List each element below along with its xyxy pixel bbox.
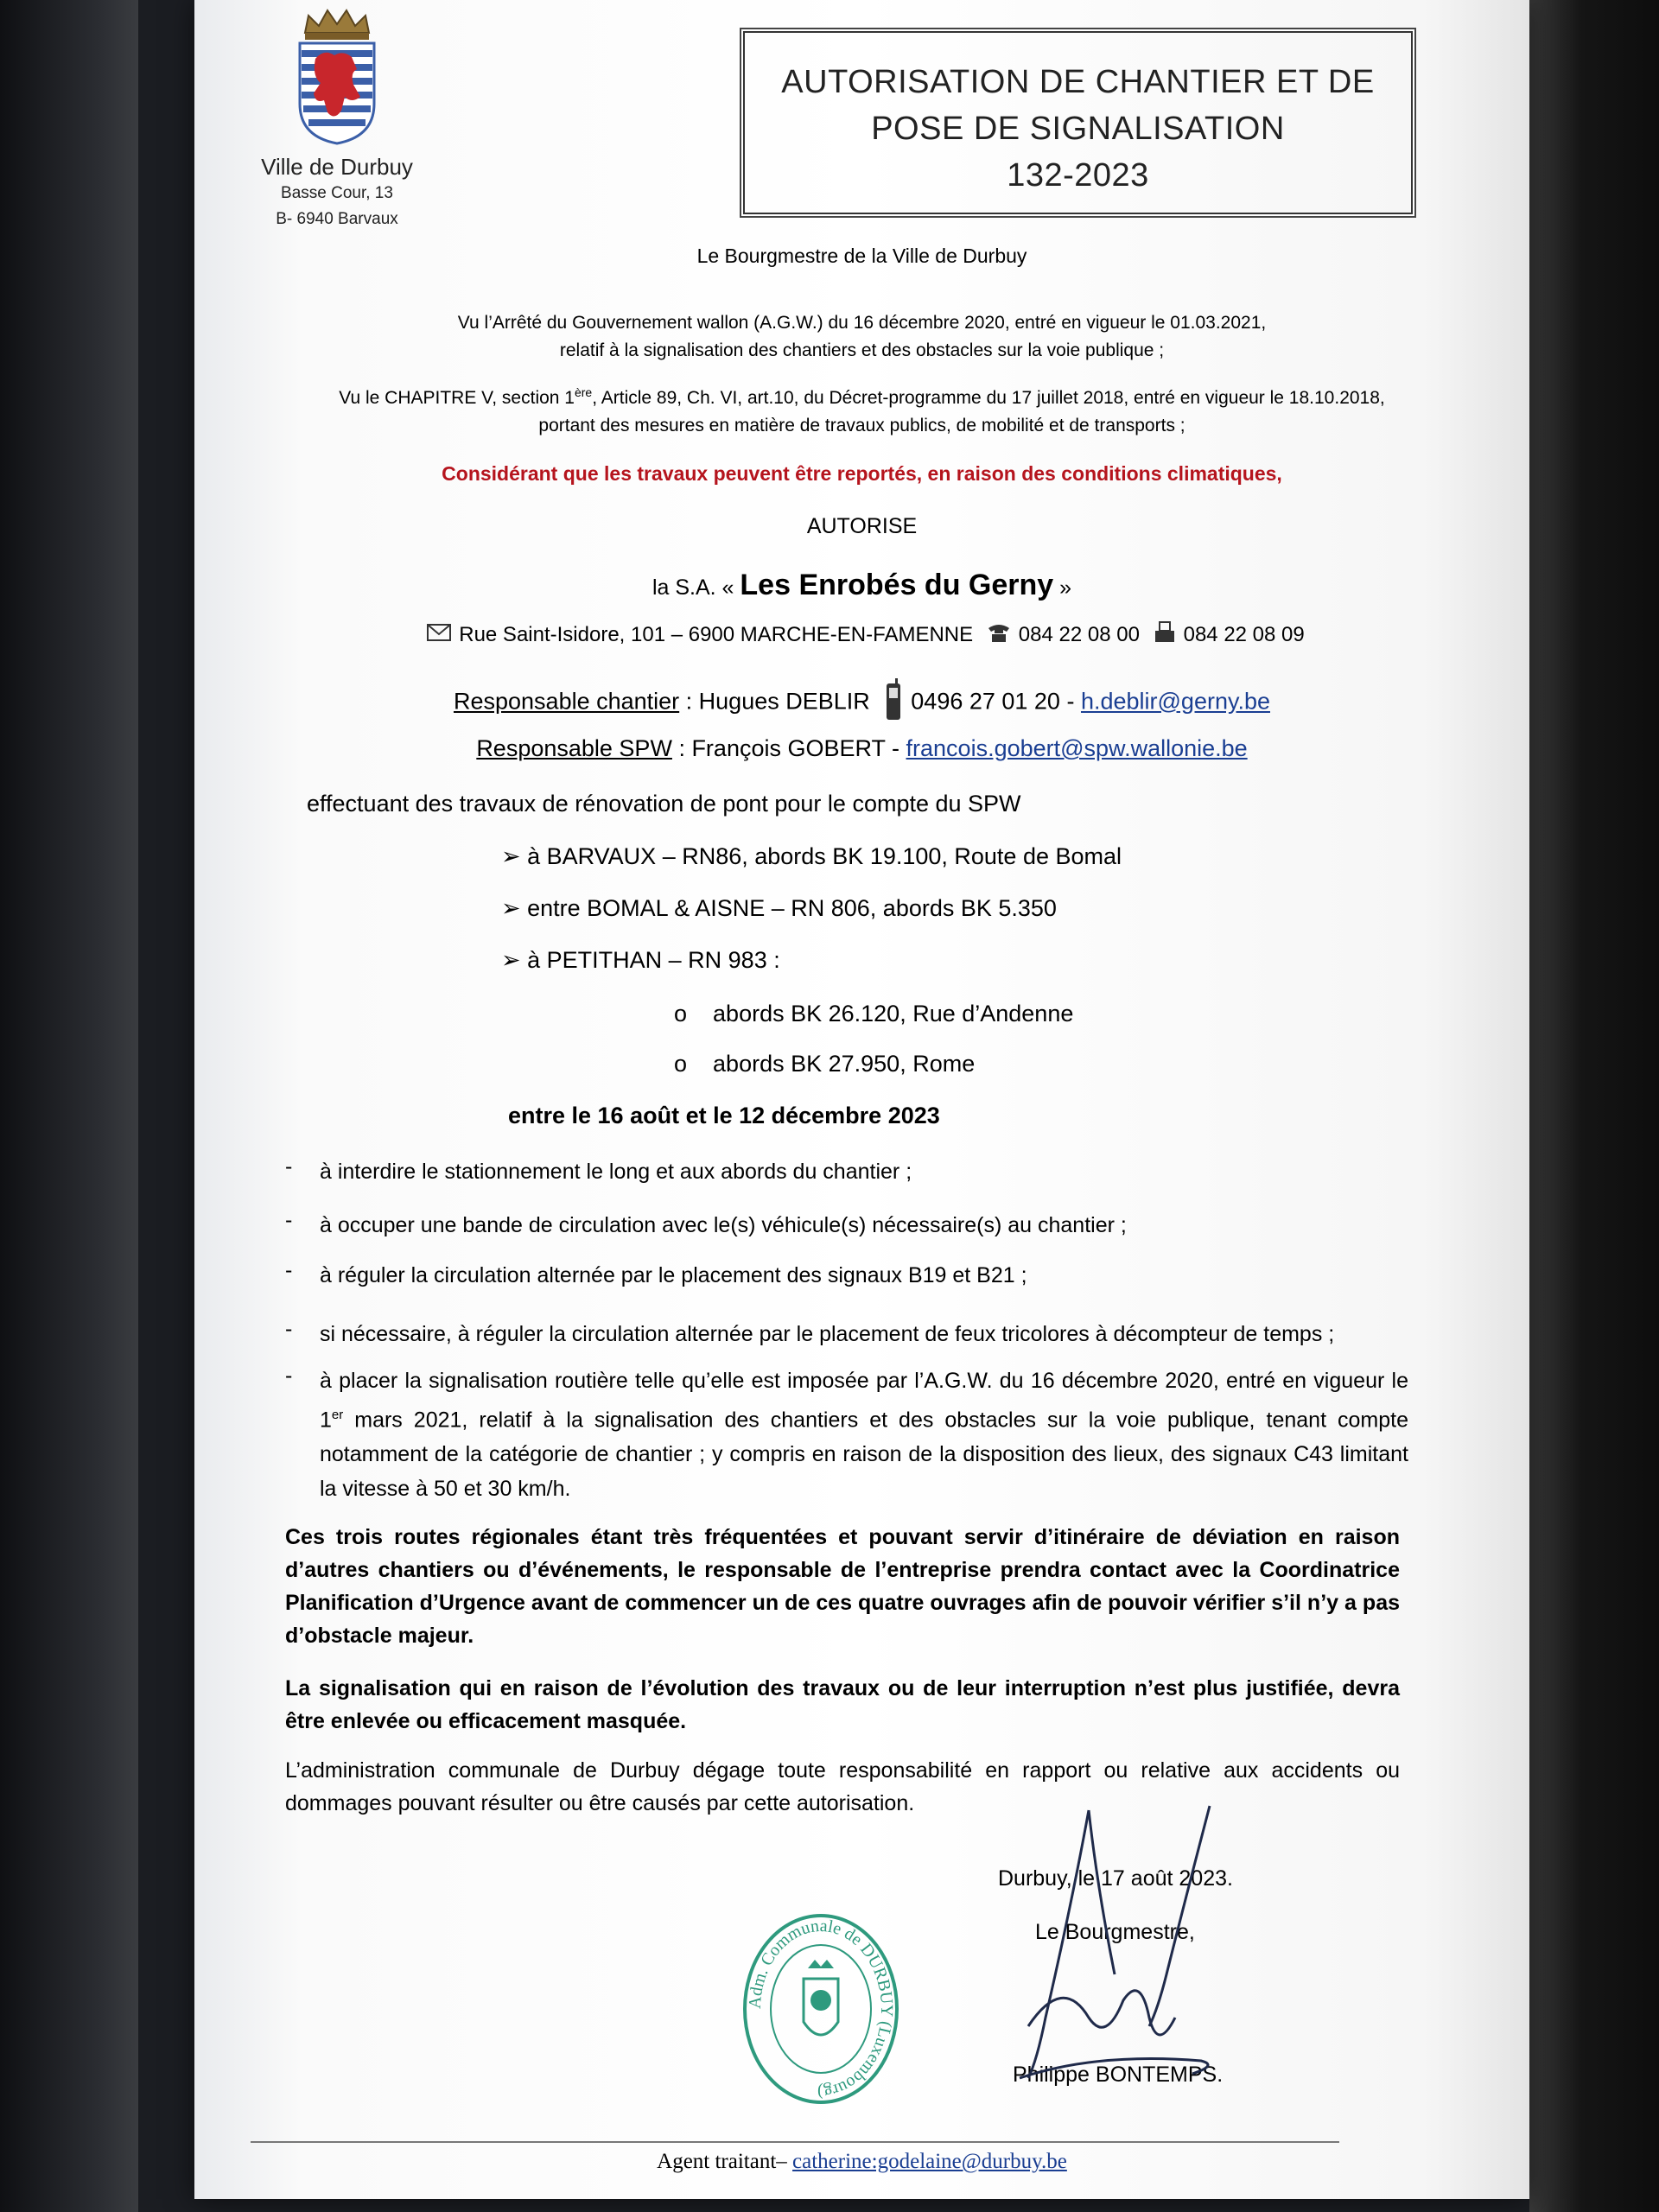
footer-agent-email-link[interactable]: catherine:godelaine@durbuy.be [792,2150,1067,2173]
responsable-chantier-email-link[interactable]: h.deblir@gerny.be [1080,688,1271,715]
authorization-item-4-text: si nécessaire, à réguler la circulation alternée par le placement de feux tricolores à décompteur de temps ; [320,1322,1335,1346]
dash-bullet: - [285,1317,293,1341]
title-line2: POSE DE SIGNALISATION [871,111,1285,147]
sub-location-1 [674,1001,1073,1027]
location-item-2 [501,895,1057,922]
footer-divider [251,2141,1339,2143]
photo-frame-right [1529,0,1659,2212]
town-address-line2: B- 6940 Barvaux [276,210,398,228]
sub-location-2-text: abords BK 27.950, Rome [713,1051,976,1077]
location-item-1 [501,843,1122,870]
paragraph-coordination: Ces trois routes régionales étant très fréquentées et pouvant servir d’itinéraire de déviation en raison d’autres chantiers ou d’événements, le responsable de l’entreprise prendra contact avec la Coordinatrice Planification d’Urgence avant de commencer un de ces quatre ouvrages afin de pouvoir vérifier s’il n’y a pas d’obstacle majeur. [285,1525,1400,1648]
legal-basis-1-line1: Vu l’Arrêté du Gouvernement wallon (A.G.W.) du 16 décembre 2020, entré en vigueur le 01.03.2021, [457,313,1267,333]
authorization-item-5-text [320,1363,1408,1506]
fax-icon [1153,620,1177,651]
document-title-box [743,31,1413,214]
sub-location-1-text: abords BK 26.120, Rue d’Andenne [713,1001,1074,1027]
dash-bullet: - [285,1258,293,1282]
legal-basis-2-part-b: , Article 89, Ch. VI, art.10, du Décret-programme du 17 juillet 2018, entré en vigueur le 18.10.2018, [592,388,1385,408]
dash-bullet: - [285,1363,293,1388]
footer-agent-line [194,2150,1529,2174]
dash-bullet: - [285,1154,293,1179]
company-prefix: la S.A. « [652,575,741,600]
legal-basis-1 [194,309,1529,365]
town-address-line1: Basse Cour, 13 [281,184,393,202]
responsable-spw-label: Responsable SPW [476,735,672,761]
responsable-spw-email-link[interactable]: francois.gobert@spw.wallonie.be [906,735,1248,761]
legal-basis-2 [194,378,1529,440]
mail-icon [426,622,452,649]
circle-bullet-icon: o [674,1001,688,1027]
title-line3: 132-2023 [1007,157,1149,194]
circle-bullet-icon: o [674,1051,688,1077]
authorization-item-2-text: à occuper une bande de circulation avec le(s) véhicule(s) nécessaire(s) au chantier ; [320,1213,1127,1237]
authorization-5-part-b: mars 2021, relatif à la signalisation des chantiers et des obstacles sur la voie publique, tenant compte notamment de la catégorie de chantier ; y compris en raison de la disposition des lieux, des signaux C43 limitant la vitesse à 50 et 30 km/h. [320,1408,1408,1502]
mobile-phone-icon [883,678,904,728]
paragraph-signage-removal: La signalisation qui en raison de l’évolution des travaux ou de leur interruption n’est plus justifiée, devra être enlevée ou efficacement masquée. [285,1676,1400,1733]
responsable-chantier-label: Responsable chantier [453,688,680,715]
handwritten-signature-icon [1011,1802,1236,2100]
location-2-text: entre BOMAL & AISNE – RN 806, abords BK 5.350 [527,895,1057,921]
location-3-text: à PETITHAN – RN 983 : [527,947,780,973]
title-line1: AUTORISATION DE CHANTIER ET DE [781,64,1375,100]
location-1-text: à BARVAUX – RN86, abords BK 19.100, Route de Bomal [527,843,1122,869]
town-crest-block [259,7,415,232]
legal-basis-2-part-a: Vu le CHAPITRE V, section 1 [339,388,575,408]
photo-frame-left [0,0,138,2212]
signature-place-date: Durbuy, le 17 août 2023. [998,1866,1233,1891]
responsable-chantier-name: : Hugues DEBLIR [679,688,870,715]
company-name: Les Enrobés du Gerny [740,569,1054,601]
authorization-5-part-a: à placer la signalisation routière telle qu’elle est imposée par l’A.G.W. du 16 décembre 2020, entré en vigueur le 1 [320,1369,1408,1433]
signature-name: Philippe BONTEMPS. [1013,2063,1224,2087]
company-address: Rue Saint-Isidore, 101 – 6900 MARCHE-EN-FAMENNE [459,622,974,646]
company-phone: 084 22 08 00 [1018,622,1140,646]
company-contact-line [194,620,1529,651]
works-intro: effectuant des travaux de rénovation de pont pour le compte du SPW [307,791,1021,817]
town-name: Ville de Durbuy [261,154,413,180]
footer-agent-label: Agent traitant– [657,2150,793,2173]
coat-of-arms-icon [289,7,385,145]
dash-bullet: - [285,1208,293,1232]
authorization-item-1-text: à interdire le stationnement le long et aux abords du chantier ; [320,1160,912,1184]
arrow-bullet-icon: ➢ [501,895,528,921]
arrow-bullet-icon: ➢ [501,843,528,869]
responsable-chantier-line [194,678,1529,728]
authorization-item-3-text: à réguler la circulation alternée par le placement des signaux B19 et B21 ; [320,1263,1027,1287]
legal-basis-2-line2: portant des mesures en matière de travaux publics, de mobilité et de transports ; [538,416,1185,435]
autorise-heading: AUTORISE [806,514,918,538]
phone-icon [986,621,1012,650]
responsable-spw-line [194,735,1529,762]
legal-basis-1-line2: relatif à la signalisation des chantiers et des obstacles sur la voie publique ; [559,340,1165,360]
mayor-heading: Le Bourgmestre de la Ville de Durbuy [696,245,1027,267]
signature-role: Le Bourgmestre, [1035,1920,1195,1944]
official-stamp-icon [739,1910,903,2113]
company-line [194,569,1529,602]
company-fax: 084 22 08 09 [1183,622,1305,646]
responsable-spw-name: : François GOBERT - [671,735,900,761]
location-item-3 [501,947,780,974]
company-suffix: » [1053,575,1072,600]
legal-basis-2-line1 [194,378,1529,412]
legal-basis-2-sup: ère [574,385,593,399]
stamp-text: Adm. Communale de DURBUY (Luxembourg) [745,1916,897,2102]
considerant-line: Considérant que les travaux peuvent être reportés, en raison des conditions climatiques, [442,462,1282,485]
authorization-5-sup: er [331,1408,344,1422]
arrow-bullet-icon: ➢ [501,947,528,973]
work-period: entre le 16 août et le 12 décembre 2023 [508,1103,940,1128]
responsable-chantier-phone: 0496 27 01 20 - [911,688,1075,715]
sub-location-2 [674,1051,975,1077]
paragraph-liability: L’administration communale de Durbuy dégage toute responsabilité en rapport ou relative aux accidents ou dommages pouvant résulter ou être causés par cette autorisation. [285,1758,1400,1815]
